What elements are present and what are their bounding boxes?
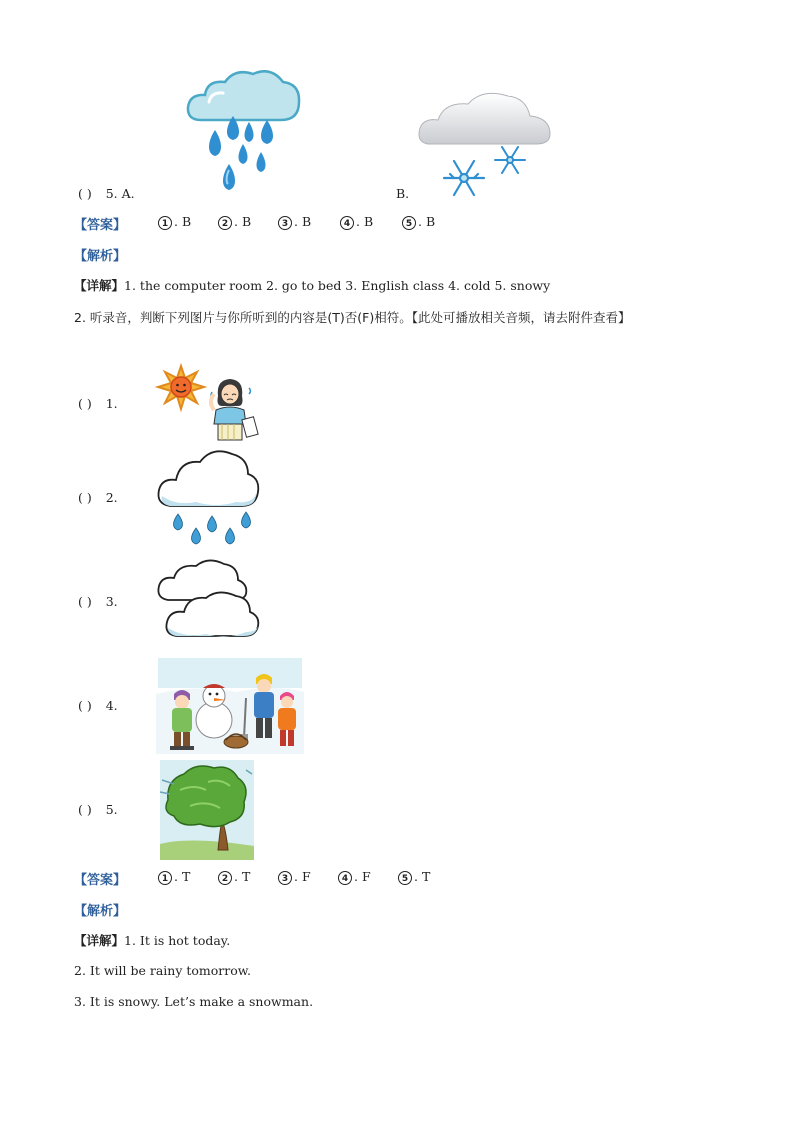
- item-number: 3.: [105, 594, 118, 609]
- snowman-scene-icon: [156, 654, 304, 754]
- item-number: 4.: [105, 698, 118, 713]
- answer-item: 4 . F: [338, 869, 371, 885]
- answer-blank[interactable]: ( ): [78, 186, 92, 201]
- snow-cloud-icon: [416, 88, 556, 200]
- answer-item: 3 . B: [278, 214, 311, 230]
- answer-item: 5 . B: [402, 214, 435, 230]
- girl-hot-icon: [204, 376, 260, 442]
- answer-item: 4 . B: [340, 214, 373, 230]
- item-number: 1.: [105, 396, 118, 411]
- item-number: 5.: [105, 802, 118, 817]
- answer-blank[interactable]: ( ): [78, 396, 92, 411]
- windy-tree-icon: [160, 760, 254, 860]
- cloudy-icon: [156, 558, 262, 644]
- answer-item: 2 . T: [218, 869, 250, 885]
- option-b-label: B.: [396, 186, 410, 201]
- cloud-rain-icon: [156, 446, 260, 550]
- rain-cloud-icon: [185, 62, 303, 200]
- analysis-label: 【解析】: [74, 904, 127, 919]
- answer-item: 2 . B: [218, 214, 251, 230]
- answer-blank[interactable]: ( ): [78, 802, 92, 817]
- answer-blank[interactable]: ( ): [78, 698, 92, 713]
- detail-line: 【详解】1. It is hot today.: [74, 933, 231, 948]
- detail-text: 1. It is hot today.: [124, 933, 231, 948]
- detail-line: 3. It is snowy. Let’s make a snowman.: [74, 994, 314, 1009]
- analysis-label: 【解析】: [74, 249, 127, 264]
- item-number: 5. A.: [105, 186, 135, 201]
- answer-label: 【答案】: [74, 218, 127, 233]
- detail-text: 1. the computer room 2. go to bed 3. English class 4. cold 5. snowy: [124, 278, 551, 293]
- answer-blank[interactable]: ( ): [78, 490, 92, 505]
- question-2-instruction: 2. 听录音，判断下列图片与你所听到的内容是(T)否(F)相符。【此处可播放相关音频，请去附件查看】: [74, 310, 631, 325]
- item-number: 2.: [105, 490, 118, 505]
- answer-item: 5 . T: [398, 869, 430, 885]
- detail-line: 【详解】1. the computer room 2. go to bed 3. English class 4. cold 5. snowy: [74, 278, 551, 293]
- answer-item: 1 . T: [158, 869, 190, 885]
- detail-line: 2. It will be rainy tomorrow.: [74, 963, 251, 978]
- answer-blank[interactable]: ( ): [78, 594, 92, 609]
- sun-icon: [156, 366, 206, 412]
- answer-item: 1 . B: [158, 214, 191, 230]
- answer-label: 【答案】: [74, 873, 127, 888]
- answer-item: 3 . F: [278, 869, 311, 885]
